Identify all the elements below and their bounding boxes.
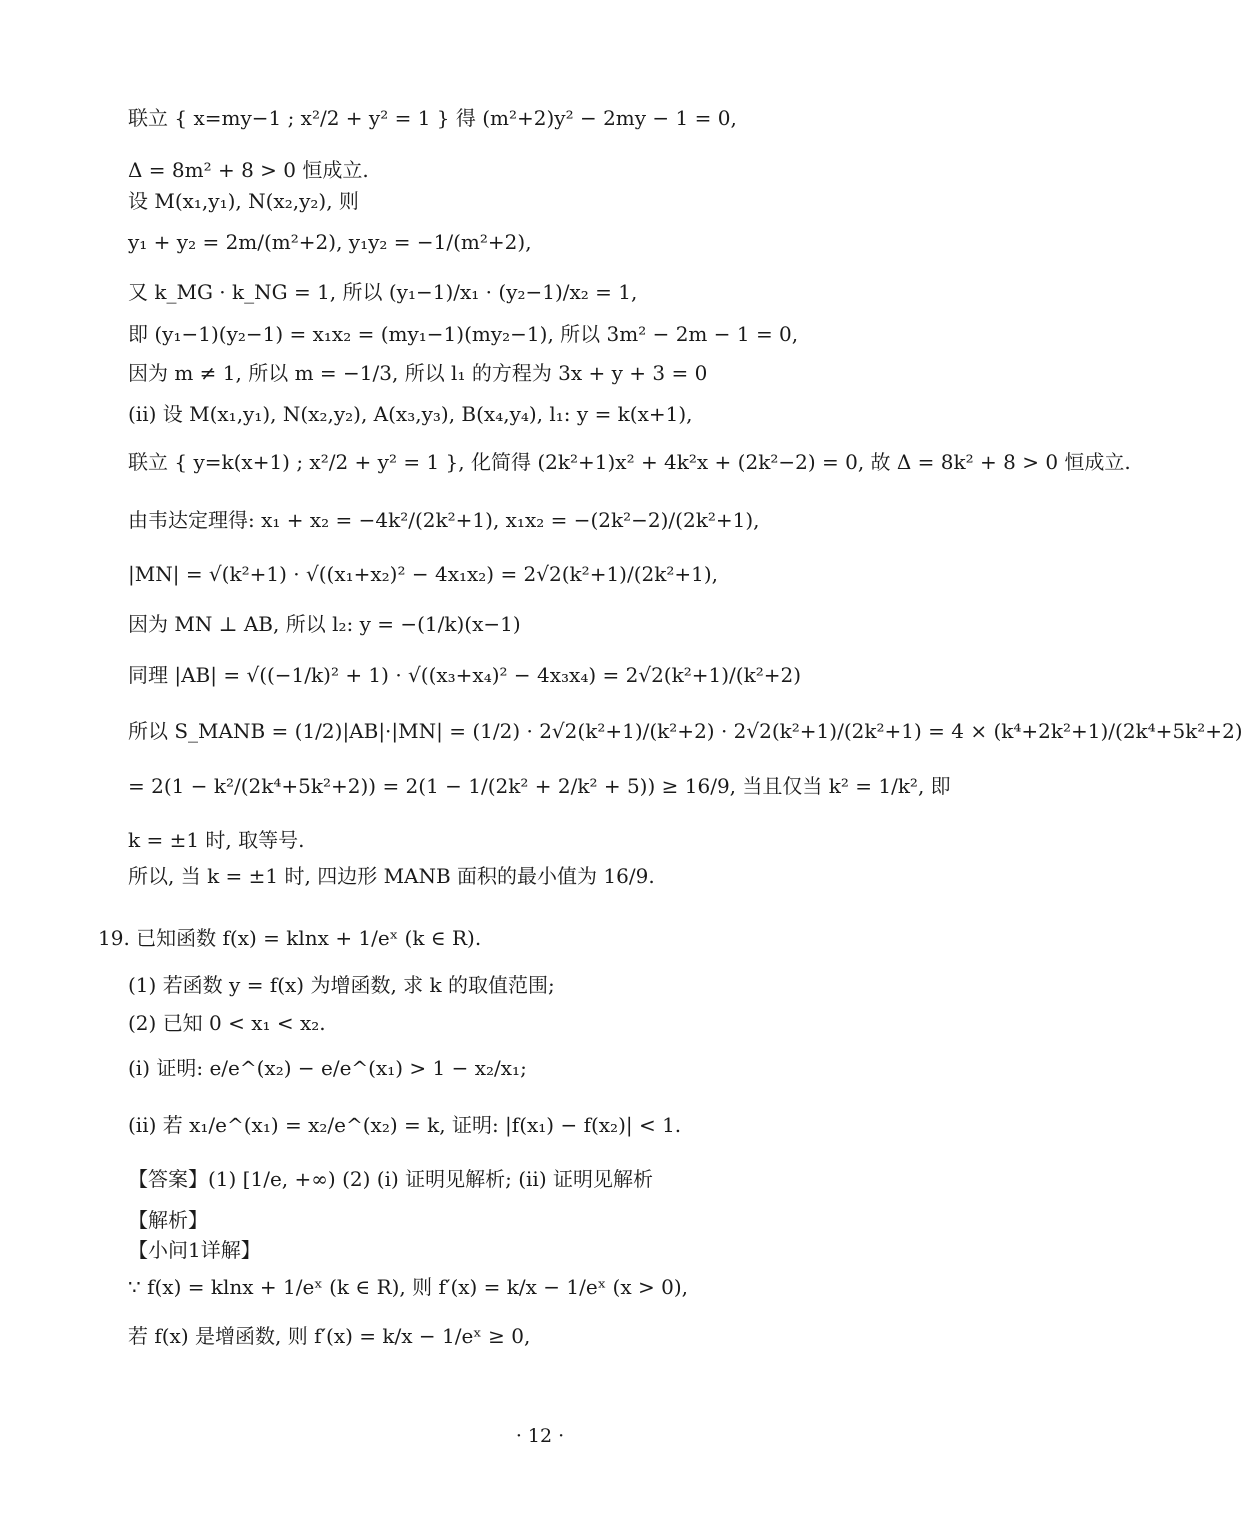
text-line: Δ = 8m² + 8 > 0 恒成立. [128,158,369,182]
page-number: · 12 · [515,1425,565,1447]
text-line: (ii) 若 x₁/e^(x₁) = x₂/e^(x₂) = k, 证明: |f(x₁) − f(x₂)| < 1. [128,1113,682,1137]
text-line: 因为 MN ⊥ AB, 所以 l₂: y = −(1/k)(x−1) [128,612,521,636]
answer-line: 【答案】(1) [1/e, +∞) (2) (i) 证明见解析; (ii) 证明见解析 [128,1167,653,1191]
text-line: k = ±1 时, 取等号. [128,828,305,852]
analysis-heading: 【解析】 [128,1208,208,1232]
text-line: (1) 若函数 y = f(x) 为增函数, 求 k 的取值范围; [128,973,555,997]
text-line: |MN| = √(k²+1) · √((x₁+x₂)² − 4x₁x₂) = 2√2(k²+1)/(2k²+1), [128,562,719,586]
text-line: 所以 S_MANB = (1/2)|AB|·|MN| = (1/2) · 2√2(k²+1)/(k²+2) · 2√2(k²+1)/(2k²+1) = 4 × (k⁴+2k²+1)/(2k⁴+5k²+2) [128,719,1243,743]
text-line: (2) 已知 0 < x₁ < x₂. [128,1011,326,1035]
problem-heading: 19. 已知函数 f(x) = klnx + 1/eˣ (k ∈ R). [98,926,482,950]
text-line: 设 M(x₁,y₁), N(x₂,y₂), 则 [128,189,359,213]
text-line: ∵ f(x) = klnx + 1/eˣ (k ∈ R), 则 f′(x) = k/x − 1/eˣ (x > 0), [128,1275,688,1299]
text-line: 因为 m ≠ 1, 所以 m = −1/3, 所以 l₁ 的方程为 3x + y + 3 = 0 [128,361,708,385]
text-line: 同理 |AB| = √((−1/k)² + 1) · √((x₃+x₄)² − 4x₃x₄) = 2√2(k²+1)/(k²+2) [128,663,801,687]
text-line: (i) 证明: e/e^(x₂) − e/e^(x₁) > 1 − x₂/x₁; [128,1056,527,1080]
text-line: 联立 { x=my−1 ; x²/2 + y² = 1 } 得 (m²+2)y² − 2my − 1 = 0, [128,106,737,130]
text-line: 又 k_MG · k_NG = 1, 所以 (y₁−1)/x₁ · (y₂−1)/x₂ = 1, [128,280,638,304]
text-line: 由韦达定理得: x₁ + x₂ = −4k²/(2k²+1), x₁x₂ = −(2k²−2)/(2k²+1), [128,508,760,532]
text-line: (ii) 设 M(x₁,y₁), N(x₂,y₂), A(x₃,y₃), B(x₄,y₄), l₁: y = k(x+1), [128,402,693,426]
text-line: 所以, 当 k = ±1 时, 四边形 MANB 面积的最小值为 16/9. [128,864,655,888]
text-line: 即 (y₁−1)(y₂−1) = x₁x₂ = (my₁−1)(my₂−1), 所以 3m² − 2m − 1 = 0, [128,322,799,346]
text-line: = 2(1 − k²/(2k⁴+5k²+2)) = 2(1 − 1/(2k² + 2/k² + 5)) ≥ 16/9, 当且仅当 k² = 1/k², 即 [128,774,951,798]
text-line: 若 f(x) 是增函数, 则 f′(x) = k/x − 1/eˣ ≥ 0, [128,1324,531,1348]
subquestion-heading: 【小问1详解】 [128,1238,261,1262]
text-line: y₁ + y₂ = 2m/(m²+2), y₁y₂ = −1/(m²+2), [128,230,532,254]
text-line: 联立 { y=k(x+1) ; x²/2 + y² = 1 }, 化简得 (2k²+1)x² + 4k²x + (2k²−2) = 0, 故 Δ = 8k² + 8 > 0 恒成立. [128,450,1131,474]
